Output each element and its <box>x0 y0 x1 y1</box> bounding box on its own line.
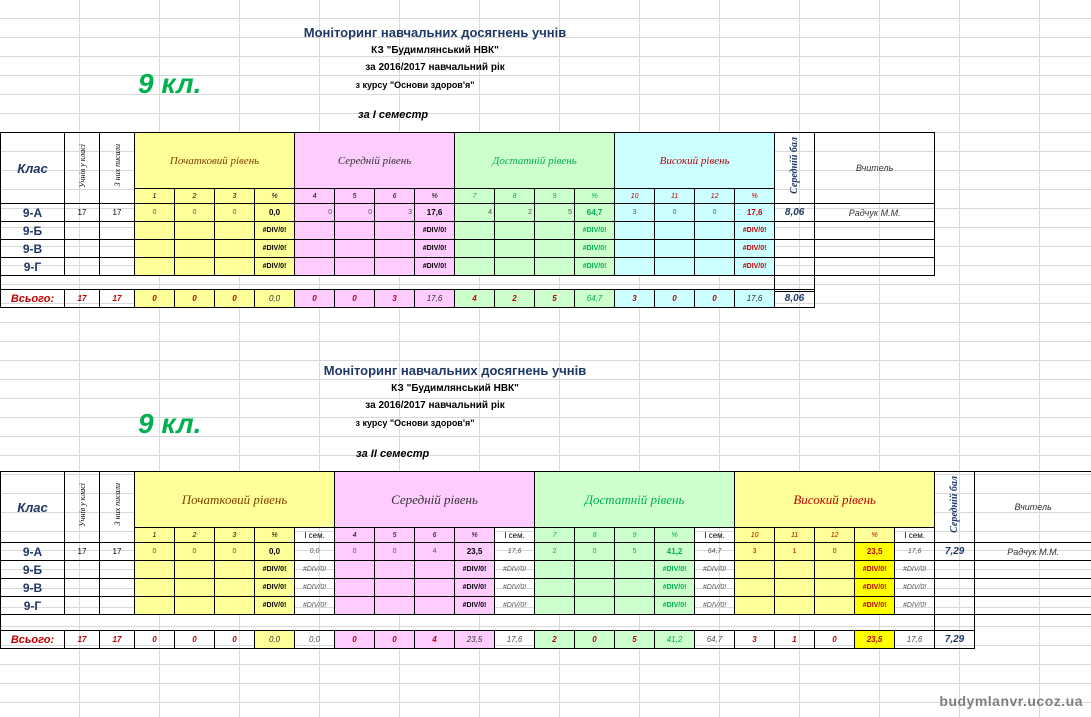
value-cell: #DIV/0! <box>855 579 895 597</box>
value-cell <box>175 240 215 258</box>
value-cell <box>135 222 175 240</box>
sub-header: 12 <box>815 528 855 543</box>
total-cell: 2 <box>535 631 575 649</box>
teacher-cell: Радчук М.М. <box>975 543 1091 561</box>
sub-header: 8 <box>495 189 535 204</box>
value-cell: 0 <box>175 204 215 222</box>
value-cell <box>335 597 375 615</box>
value-cell: #DIV/0! <box>295 597 335 615</box>
value-cell: 23,5 <box>455 543 495 561</box>
value-cell: 5 <box>535 204 575 222</box>
teacher-cell <box>815 240 935 258</box>
value-cell: 0 <box>375 543 415 561</box>
total-cell: 1 <box>775 631 815 649</box>
total-cell: 17,6 <box>895 631 935 649</box>
total-cell: 0 <box>135 631 175 649</box>
wrote-cell <box>100 240 135 258</box>
value-cell <box>175 597 215 615</box>
sub-header: 9 <box>615 528 655 543</box>
value-cell <box>615 258 655 276</box>
value-cell <box>335 222 375 240</box>
value-cell: 0,0 <box>255 543 295 561</box>
sub-header: 2 <box>175 189 215 204</box>
value-cell: 4 <box>415 543 455 561</box>
teacher-cell <box>975 579 1091 597</box>
block1-title: Моніторинг навчальних досягнень учнів <box>303 25 567 40</box>
value-cell <box>575 579 615 597</box>
value-cell: 0 <box>815 543 855 561</box>
value-cell <box>335 561 375 579</box>
value-cell: #DIV/0! <box>575 240 615 258</box>
class-cell: 9-В <box>1 240 65 258</box>
value-cell: 17,6 <box>735 204 775 222</box>
total-cell: 17,6 <box>495 631 535 649</box>
value-cell: #DIV/0! <box>295 561 335 579</box>
block2-year: за 2016/2017 навчальний рік <box>365 400 505 411</box>
sub-header: 1 <box>135 189 175 204</box>
sub-header: 12 <box>695 189 735 204</box>
value-cell <box>375 240 415 258</box>
value-cell: 0,0 <box>255 204 295 222</box>
value-cell: #DIV/0! <box>655 597 695 615</box>
students-header: Учнів у класі <box>65 472 100 543</box>
value-cell: 0 <box>575 543 615 561</box>
value-cell: 17,6 <box>415 204 455 222</box>
value-cell <box>215 597 255 615</box>
total-cell: 0,0 <box>255 290 295 308</box>
sub-header: 7 <box>455 189 495 204</box>
students-cell: 17 <box>65 204 100 222</box>
value-cell <box>135 240 175 258</box>
value-cell <box>335 240 375 258</box>
total-cell: 0,0 <box>255 631 295 649</box>
value-cell: 17,6 <box>495 543 535 561</box>
value-cell <box>455 258 495 276</box>
sub-header: % <box>575 189 615 204</box>
level-sufficient-header: Достатній рівень <box>455 133 615 189</box>
value-cell: 0,0 <box>295 543 335 561</box>
value-cell: #DIV/0! <box>735 240 775 258</box>
avg-cell <box>775 258 815 276</box>
value-cell: #DIV/0! <box>495 597 535 615</box>
teacher-cell <box>815 222 935 240</box>
value-cell: 0 <box>215 543 255 561</box>
value-cell <box>135 258 175 276</box>
total-cell: 0 <box>175 631 215 649</box>
sub-header: І сем. <box>495 528 535 543</box>
wrote-cell <box>100 222 135 240</box>
block2-semester: за ІІ семестр <box>356 448 430 460</box>
sub-header: 2 <box>175 528 215 543</box>
value-cell: #DIV/0! <box>855 597 895 615</box>
avg-cell <box>935 561 975 579</box>
sub-header: 10 <box>615 189 655 204</box>
value-cell <box>535 240 575 258</box>
sub-header: % <box>735 189 775 204</box>
value-cell <box>535 579 575 597</box>
value-cell: #DIV/0! <box>255 579 295 597</box>
sub-header: 4 <box>295 189 335 204</box>
students-cell <box>65 240 100 258</box>
value-cell: #DIV/0! <box>495 561 535 579</box>
total-cell: 0 <box>135 290 175 308</box>
value-cell <box>535 222 575 240</box>
value-cell: 0 <box>135 543 175 561</box>
total-cell: 5 <box>615 631 655 649</box>
value-cell <box>815 561 855 579</box>
value-cell <box>375 579 415 597</box>
block1-school: КЗ "Будимлянський НВК" <box>371 45 499 56</box>
avg-cell <box>935 597 975 615</box>
value-cell <box>535 258 575 276</box>
value-cell: 0 <box>135 204 175 222</box>
sub-header: 1 <box>135 528 175 543</box>
avg-cell <box>775 240 815 258</box>
value-cell <box>655 240 695 258</box>
sub-header: 9 <box>535 189 575 204</box>
value-cell: 0 <box>655 204 695 222</box>
value-cell <box>295 258 335 276</box>
value-cell <box>775 579 815 597</box>
value-cell: 2 <box>535 543 575 561</box>
sub-header: % <box>855 528 895 543</box>
value-cell: #DIV/0! <box>415 258 455 276</box>
total-label: Всього: <box>1 631 65 649</box>
value-cell: #DIV/0! <box>455 579 495 597</box>
value-cell <box>455 240 495 258</box>
sub-header: І сем. <box>295 528 335 543</box>
value-cell <box>615 222 655 240</box>
sub-header: % <box>255 189 295 204</box>
students-cell <box>65 597 100 615</box>
block1-grade: 9 кл. <box>138 68 202 99</box>
level-high-header: Високий рівень <box>735 472 935 528</box>
sub-header: 6 <box>415 528 455 543</box>
value-cell <box>775 561 815 579</box>
value-cell <box>295 222 335 240</box>
value-cell: 2 <box>495 204 535 222</box>
class-cell: 9-Б <box>1 222 65 240</box>
sub-header: 8 <box>575 528 615 543</box>
level-middle-header: Середній рівень <box>295 133 455 189</box>
value-cell: 3 <box>375 204 415 222</box>
students-cell <box>65 561 100 579</box>
total-cell: 3 <box>615 290 655 308</box>
teacher-cell: Радчук М.М. <box>815 204 935 222</box>
value-cell <box>655 222 695 240</box>
teacher-header: Вчитель <box>975 472 1091 543</box>
value-cell: 0 <box>335 204 375 222</box>
value-cell <box>215 579 255 597</box>
total-cell: 0 <box>335 290 375 308</box>
value-cell <box>695 258 735 276</box>
value-cell: #DIV/0! <box>855 561 895 579</box>
value-cell: 23,5 <box>855 543 895 561</box>
value-cell: #DIV/0! <box>455 597 495 615</box>
level-initial-header: Початковий рівень <box>135 472 335 528</box>
total-cell: 64,7 <box>575 290 615 308</box>
value-cell <box>215 258 255 276</box>
value-cell: 0 <box>175 543 215 561</box>
sub-header: 5 <box>375 528 415 543</box>
value-cell: 64,7 <box>695 543 735 561</box>
value-cell <box>375 597 415 615</box>
value-cell: 41,2 <box>655 543 695 561</box>
value-cell <box>175 222 215 240</box>
total-cell: 0,0 <box>295 631 335 649</box>
value-cell <box>815 579 855 597</box>
value-cell <box>495 240 535 258</box>
value-cell <box>215 222 255 240</box>
block2-table <box>0 471 1091 631</box>
total-cell: 17,6 <box>735 290 775 308</box>
value-cell: #DIV/0! <box>255 222 295 240</box>
teacher-header: Вчитель <box>815 133 935 204</box>
value-cell: #DIV/0! <box>735 222 775 240</box>
students-cell <box>65 222 100 240</box>
value-cell: #DIV/0! <box>255 561 295 579</box>
value-cell: #DIV/0! <box>895 579 935 597</box>
avg-cell: 7,29 <box>935 543 975 561</box>
level-sufficient-header: Достатній рівень <box>535 472 735 528</box>
class-cell: 9-В <box>1 579 65 597</box>
value-cell: 17,6 <box>895 543 935 561</box>
class-cell: 9-Г <box>1 258 65 276</box>
value-cell: #DIV/0! <box>495 579 535 597</box>
watermark: budymlanvr.ucoz.ua <box>939 693 1083 709</box>
value-cell <box>215 561 255 579</box>
sub-header: І сем. <box>695 528 735 543</box>
value-cell <box>615 561 655 579</box>
value-cell: 4 <box>455 204 495 222</box>
block1-semester: за І семестр <box>358 109 429 121</box>
value-cell <box>775 597 815 615</box>
level-middle-header: Середній рівень <box>335 472 535 528</box>
value-cell: #DIV/0! <box>735 258 775 276</box>
value-cell: 5 <box>615 543 655 561</box>
block1-total-table <box>0 289 815 308</box>
sub-header: 11 <box>775 528 815 543</box>
sub-header: 5 <box>335 189 375 204</box>
value-cell <box>735 597 775 615</box>
value-cell <box>175 579 215 597</box>
sub-header: % <box>255 528 295 543</box>
total-cell: 17,6 <box>415 290 455 308</box>
value-cell <box>135 597 175 615</box>
block2-school: КЗ "Будимлянський НВК" <box>391 383 519 394</box>
total-cell: 0 <box>175 290 215 308</box>
sub-header: % <box>655 528 695 543</box>
block2-total-table <box>0 630 975 649</box>
block1-table <box>0 132 935 292</box>
value-cell: #DIV/0! <box>255 597 295 615</box>
total-cell: 0 <box>215 631 255 649</box>
total-cell: 5 <box>535 290 575 308</box>
value-cell <box>175 561 215 579</box>
value-cell: #DIV/0! <box>895 597 935 615</box>
value-cell: #DIV/0! <box>895 561 935 579</box>
value-cell <box>175 258 215 276</box>
value-cell <box>615 240 655 258</box>
sub-header: 6 <box>375 189 415 204</box>
sub-header: 4 <box>335 528 375 543</box>
value-cell: #DIV/0! <box>575 258 615 276</box>
total-cell: 4 <box>455 290 495 308</box>
total-cell: 3 <box>735 631 775 649</box>
value-cell: #DIV/0! <box>655 579 695 597</box>
value-cell: 0 <box>295 204 335 222</box>
sub-header: 3 <box>215 528 255 543</box>
sub-header: % <box>455 528 495 543</box>
sub-header: 10 <box>735 528 775 543</box>
value-cell <box>615 579 655 597</box>
wrote-header: З них писали <box>100 472 135 543</box>
value-cell: #DIV/0! <box>295 579 335 597</box>
value-cell <box>415 597 455 615</box>
total-cell: 0 <box>375 631 415 649</box>
value-cell <box>735 561 775 579</box>
value-cell <box>135 561 175 579</box>
block1-course: з курсу "Основи здоров'я" <box>355 80 475 90</box>
class-cell: 9-Б <box>1 561 65 579</box>
value-cell <box>415 561 455 579</box>
sub-header: 7 <box>535 528 575 543</box>
total-cell: 4 <box>415 631 455 649</box>
value-cell: #DIV/0! <box>575 222 615 240</box>
total-cell: 0 <box>335 631 375 649</box>
total-cell: 17 <box>65 290 100 308</box>
avg-header: Середній бал <box>935 472 975 543</box>
wrote-cell <box>100 561 135 579</box>
value-cell <box>735 579 775 597</box>
value-cell <box>375 561 415 579</box>
wrote-cell <box>100 597 135 615</box>
klas-header: Клас <box>1 133 65 204</box>
total-avg: 7,29 <box>935 631 975 649</box>
total-cell: 0 <box>655 290 695 308</box>
value-cell: #DIV/0! <box>255 258 295 276</box>
total-cell: 41,2 <box>655 631 695 649</box>
total-cell: 0 <box>695 290 735 308</box>
total-cell: 64,7 <box>695 631 735 649</box>
total-cell: 3 <box>375 290 415 308</box>
total-cell: 23,5 <box>455 631 495 649</box>
total-cell: 0 <box>815 631 855 649</box>
value-cell <box>535 561 575 579</box>
total-cell: 17 <box>100 631 135 649</box>
value-cell: 64,7 <box>575 204 615 222</box>
value-cell <box>575 561 615 579</box>
value-cell: 0 <box>695 204 735 222</box>
block2-title: Моніторинг навчальних досягнень учнів <box>323 363 587 378</box>
students-cell <box>65 258 100 276</box>
total-cell: 17 <box>65 631 100 649</box>
klas-header: Клас <box>1 472 65 543</box>
value-cell <box>455 222 495 240</box>
teacher-cell <box>815 258 935 276</box>
value-cell <box>135 579 175 597</box>
total-cell: 2 <box>495 290 535 308</box>
value-cell: 0 <box>215 204 255 222</box>
class-cell: 9-А <box>1 204 65 222</box>
wrote-cell: 17 <box>100 204 135 222</box>
total-cell: 17 <box>100 290 135 308</box>
value-cell: #DIV/0! <box>695 561 735 579</box>
avg-cell: 8,06 <box>775 204 815 222</box>
value-cell <box>535 597 575 615</box>
students-header: Учнів у класі <box>65 133 100 204</box>
total-cell: 0 <box>215 290 255 308</box>
level-initial-header: Початковий рівень <box>135 133 295 189</box>
wrote-cell <box>100 258 135 276</box>
value-cell: #DIV/0! <box>415 240 455 258</box>
class-cell: 9-Г <box>1 597 65 615</box>
value-cell <box>615 597 655 615</box>
value-cell: #DIV/0! <box>415 222 455 240</box>
wrote-cell <box>100 579 135 597</box>
value-cell <box>495 258 535 276</box>
block2-course: з курсу "Основи здоров'я" <box>355 418 475 428</box>
value-cell <box>575 597 615 615</box>
teacher-cell <box>975 597 1091 615</box>
value-cell: #DIV/0! <box>695 579 735 597</box>
value-cell <box>375 258 415 276</box>
avg-header: Середній бал <box>775 133 815 204</box>
total-cell: 0 <box>295 290 335 308</box>
teacher-cell <box>975 561 1091 579</box>
value-cell <box>695 222 735 240</box>
block1-year: за 2016/2017 навчальний рік <box>365 62 505 73</box>
value-cell: #DIV/0! <box>255 240 295 258</box>
value-cell: 1 <box>775 543 815 561</box>
value-cell <box>295 240 335 258</box>
avg-cell <box>775 222 815 240</box>
sub-header: 11 <box>655 189 695 204</box>
total-label: Всього: <box>1 290 65 308</box>
total-avg: 8,06 <box>775 290 815 308</box>
value-cell <box>815 597 855 615</box>
value-cell: #DIV/0! <box>455 561 495 579</box>
sub-header: І сем. <box>895 528 935 543</box>
students-cell: 17 <box>65 543 100 561</box>
value-cell: #DIV/0! <box>655 561 695 579</box>
value-cell <box>335 258 375 276</box>
value-cell: 3 <box>735 543 775 561</box>
wrote-header: З них писали <box>100 133 135 204</box>
value-cell <box>415 579 455 597</box>
class-cell: 9-А <box>1 543 65 561</box>
value-cell <box>375 222 415 240</box>
value-cell: 3 <box>615 204 655 222</box>
value-cell <box>335 579 375 597</box>
wrote-cell: 17 <box>100 543 135 561</box>
value-cell <box>695 240 735 258</box>
total-cell: 0 <box>575 631 615 649</box>
value-cell <box>215 240 255 258</box>
block2-grade: 9 кл. <box>138 408 202 439</box>
value-cell <box>655 258 695 276</box>
total-cell: 23,5 <box>855 631 895 649</box>
value-cell <box>495 222 535 240</box>
level-high-header: Високий рівень <box>615 133 775 189</box>
sub-header: 3 <box>215 189 255 204</box>
value-cell: #DIV/0! <box>695 597 735 615</box>
avg-cell <box>935 579 975 597</box>
students-cell <box>65 579 100 597</box>
value-cell: 0 <box>335 543 375 561</box>
sub-header: % <box>415 189 455 204</box>
